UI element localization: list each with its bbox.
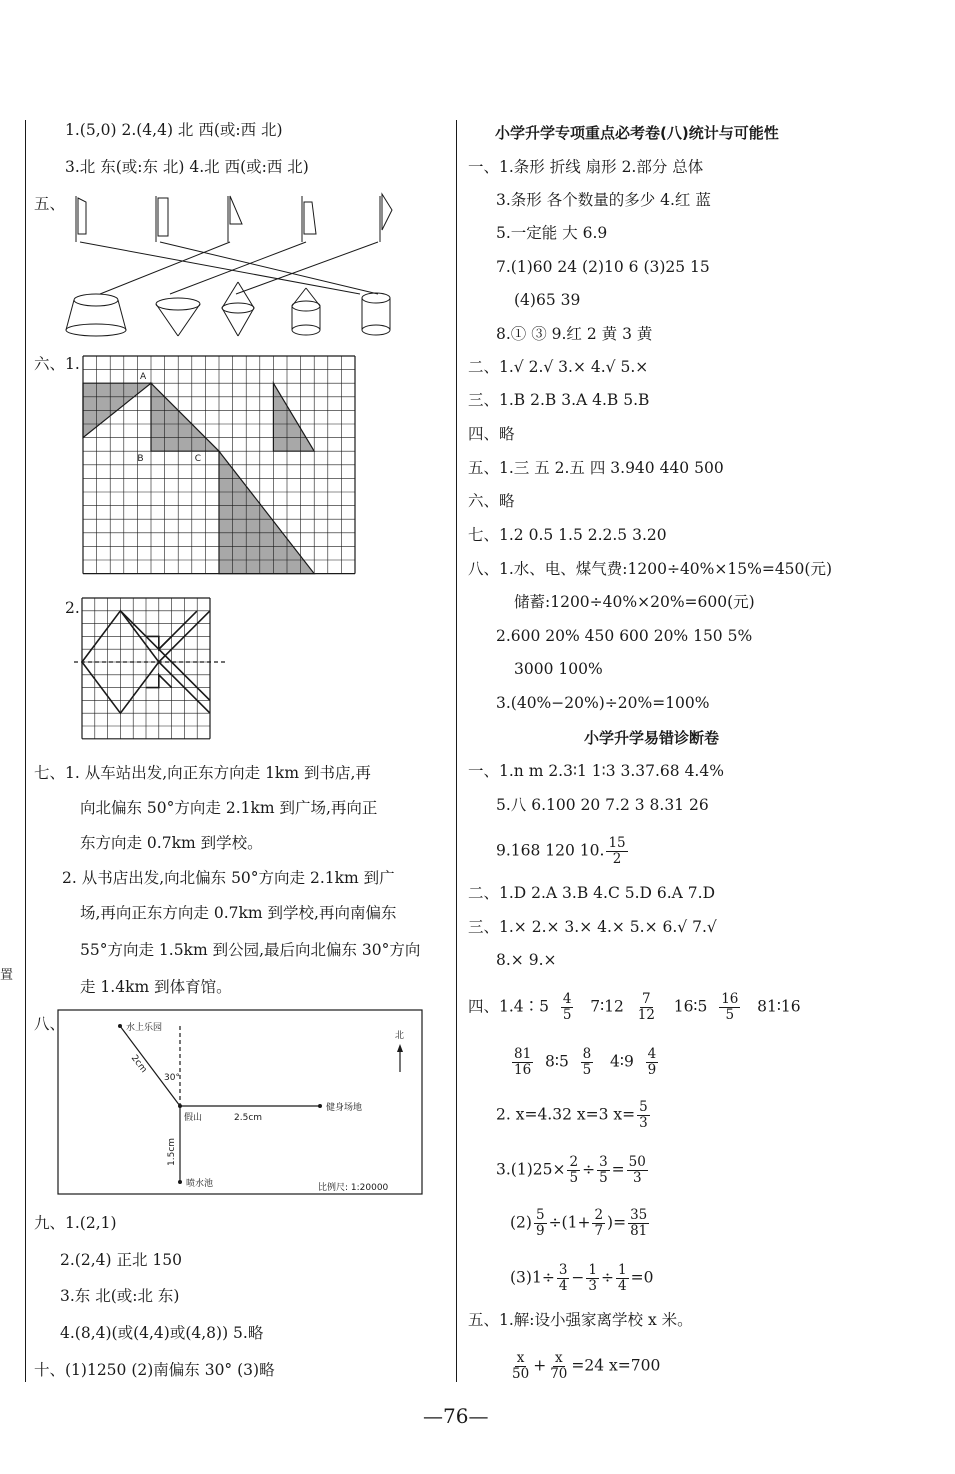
fraction: $\frac{16}{5}$ [721, 991, 739, 1023]
label-rockery: 假山 [184, 1113, 203, 1123]
answer-line [510, 1047, 660, 1078]
answer-line: 七、1. 从车站出发,向正东方向走 1km 到书店,再 [34, 764, 371, 782]
answer-line: 三、1.B 2.B 3.A 4.B 5.B [468, 391, 650, 409]
fraction: $\frac{5}{3}$ [639, 1099, 648, 1131]
answer-text: 4∶9 [610, 1052, 634, 1071]
section-label: 八、 [34, 1015, 66, 1033]
answer-line [510, 1263, 653, 1294]
answer-text: =24 x=700 [571, 1356, 661, 1375]
answer-line: 2.600 20% 450 600 20% 150 5% [496, 627, 753, 645]
subquestion-label: 2. [65, 599, 80, 617]
answer-line: 3.北 东(或:东 北) 4.北 西(或:西 北) [65, 158, 309, 176]
answer-line: 4.(8,4)(或(4,4)或(4,8)) 5.略 [60, 1324, 264, 1342]
shaded-triangle [151, 383, 219, 451]
vertex-label: B [137, 454, 144, 465]
answer-line: 三、1.× 2.× 3.× 4.× 5.× 6.√ 7.√ [468, 918, 717, 936]
answer-line: 7.(1)60 24 (2)10 6 (3)25 15 [496, 258, 710, 276]
shaded-triangle [219, 451, 314, 573]
answer-line [496, 836, 630, 867]
figure-line [146, 675, 172, 688]
label-fountain: 喷水池 [186, 1179, 214, 1189]
answer-line [510, 1208, 651, 1239]
answer-line: 5.八 6.100 20 7.2 3 8.31 26 [496, 796, 709, 814]
answer-line [468, 992, 801, 1023]
fraction: $\frac{x}{50}$ [512, 1350, 530, 1382]
answer-line [496, 1100, 652, 1131]
answer-text: (2) [510, 1213, 532, 1232]
translation-grid [83, 356, 355, 581]
figure-line [146, 636, 172, 649]
symmetry-grid [82, 598, 232, 743]
label-dist-3: 1.5cm [167, 1137, 177, 1166]
answer-text: 3.(1)25× [496, 1160, 566, 1179]
answer-line: 二、1.D 2.A 3.B 4.C 5.D 6.A 7.D [468, 884, 716, 902]
fraction: $\frac{3}{5}$ [599, 1154, 608, 1186]
answer-line [496, 1155, 650, 1186]
answer-text: − [571, 1268, 585, 1287]
answer-text: 16∶5 [673, 997, 708, 1016]
answer-line: 五、1.三 五 2.五 四 3.940 440 500 [468, 459, 724, 477]
answer-line: 向北偏东 50°方向走 2.1km 到广场,再向正 [80, 799, 378, 817]
fraction: $\frac{2}{5}$ [569, 1154, 579, 1186]
page-number: —76— [423, 1404, 489, 1428]
route-map [58, 1010, 424, 1196]
answer-text: ÷(1+ [548, 1213, 591, 1232]
fraction: $\frac{2}{7}$ [594, 1207, 604, 1239]
answer-text: 7∶12 [590, 997, 624, 1016]
answer-line: 3.东 北(或:北 东) [60, 1287, 180, 1305]
label-angle: 30° [164, 1073, 180, 1083]
answer-text: 9.168 120 10. [496, 841, 605, 860]
section-label: 六、1. [34, 355, 80, 373]
fraction: $\frac{7}{12}$ [637, 991, 655, 1023]
answer-line: 3.(40%−20%)÷20%=100% [496, 694, 710, 712]
answer-line: 3.条形 各个数量的多少 4.红 蓝 [496, 191, 711, 209]
answer-line: (4)65 39 [514, 291, 581, 309]
fraction: $\frac{x}{70}$ [550, 1350, 568, 1382]
answer-text: + [533, 1356, 547, 1375]
shaded-triangle [273, 383, 314, 451]
fraction: $\frac{8}{5}$ [582, 1046, 592, 1078]
fraction: $\frac{15}{2}$ [608, 835, 626, 867]
answer-text: )= [607, 1213, 627, 1232]
fraction: $\frac{81}{16}$ [514, 1046, 532, 1078]
margin-char: 置 [0, 968, 14, 983]
answer-line: 走 1.4km 到体育馆。 [80, 978, 232, 996]
answer-text: 8∶5 [545, 1052, 569, 1071]
section-label: 五、 [34, 195, 66, 213]
answer-line: 5.一定能 大 6.9 [496, 224, 608, 242]
left-rule [25, 120, 26, 1382]
fraction: $\frac{1}{3}$ [588, 1262, 597, 1294]
fraction: $\frac{5}{9}$ [535, 1207, 545, 1239]
label-water-park: 水上乐园 [126, 1023, 163, 1033]
answer-line [508, 1351, 660, 1382]
answer-line: 二、1.√ 2.√ 3.× 4.√ 5.× [468, 358, 649, 376]
vertex-label: C [194, 454, 202, 465]
answer-line: 55°方向走 1.5km 到公园,最后向北偏东 30°方向 [80, 941, 421, 959]
fraction: $\frac{50}{3}$ [628, 1154, 646, 1186]
matching-figure [60, 190, 390, 340]
answer-text: 2. x=4.32 x=3 x= [496, 1105, 636, 1124]
answer-line: 五、1.解:设小强家离学校 x 米。 [468, 1311, 693, 1329]
answer-line: 8.① ③ 9.红 2 黄 3 黄 [496, 325, 653, 343]
fraction: $\frac{3}{4}$ [558, 1262, 568, 1294]
answer-line: 2.(2,4) 正北 150 [60, 1251, 182, 1269]
answer-line: 一、1.n m 2.3∶1 1∶3 3.37.68 4.4% [468, 762, 724, 780]
label-dist-1: 2cm [128, 1053, 149, 1075]
answer-line: 场,再向正东方向走 0.7km 到学校,再向南偏东 [80, 904, 397, 922]
fraction: $\frac{4}{9}$ [647, 1046, 657, 1078]
fraction: $\frac{35}{81}$ [630, 1207, 648, 1239]
answer-line: 十、(1)1250 (2)南偏东 30° (3)略 [34, 1361, 275, 1379]
answer-text: = [611, 1160, 625, 1179]
label-dist-2: 2.5cm [234, 1113, 263, 1123]
fraction: $\frac{1}{4}$ [618, 1262, 627, 1294]
center-rule [456, 120, 457, 1382]
answer-line: 四、略 [468, 425, 515, 443]
section-title: 小学升学专项重点必考卷(八)统计与可能性 [495, 124, 779, 142]
answer-line: 六、略 [468, 492, 515, 510]
answer-line: 3000 100% [514, 660, 603, 678]
answer-text: ÷ [582, 1160, 596, 1179]
section-title: 小学升学易错诊断卷 [584, 729, 720, 747]
answer-line: 九、1.(2,1) [34, 1214, 117, 1232]
answer-line: 七、1.2 0.5 1.5 2.2.5 3.20 [468, 526, 667, 544]
answer-line: 1.(5,0) 2.(4,4) 北 西(或:西 北) [65, 121, 283, 139]
answer-line: 8.× 9.× [496, 951, 557, 969]
answer-text: 81∶16 [757, 997, 801, 1016]
label-gym: 健身场地 [326, 1103, 363, 1113]
vertex-label: A [140, 372, 147, 383]
answer-text: ÷ [601, 1268, 614, 1287]
answer-text: =0 [630, 1268, 654, 1287]
answer-line: 一、1.条形 折线 扇形 2.部分 总体 [468, 158, 704, 176]
answer-line: 储蓄:1200÷40%×20%=600(元) [514, 593, 755, 611]
answer-text: (3)1÷ [510, 1268, 555, 1287]
answer-text: 四、1.4∶5 [468, 997, 550, 1016]
answer-line: 东方向走 0.7km 到学校。 [80, 834, 263, 852]
fraction: $\frac{4}{5}$ [562, 991, 572, 1023]
label-north: 北 [395, 1031, 405, 1041]
label-scale: 比例尺: 1:20000 [318, 1183, 389, 1193]
answer-line: 2. 从书店出发,向北偏东 50°方向走 2.1km 到广 [62, 869, 395, 887]
answer-line: 八、1.水、电、煤气费:1200÷40%×15%=450(元) [468, 560, 833, 578]
